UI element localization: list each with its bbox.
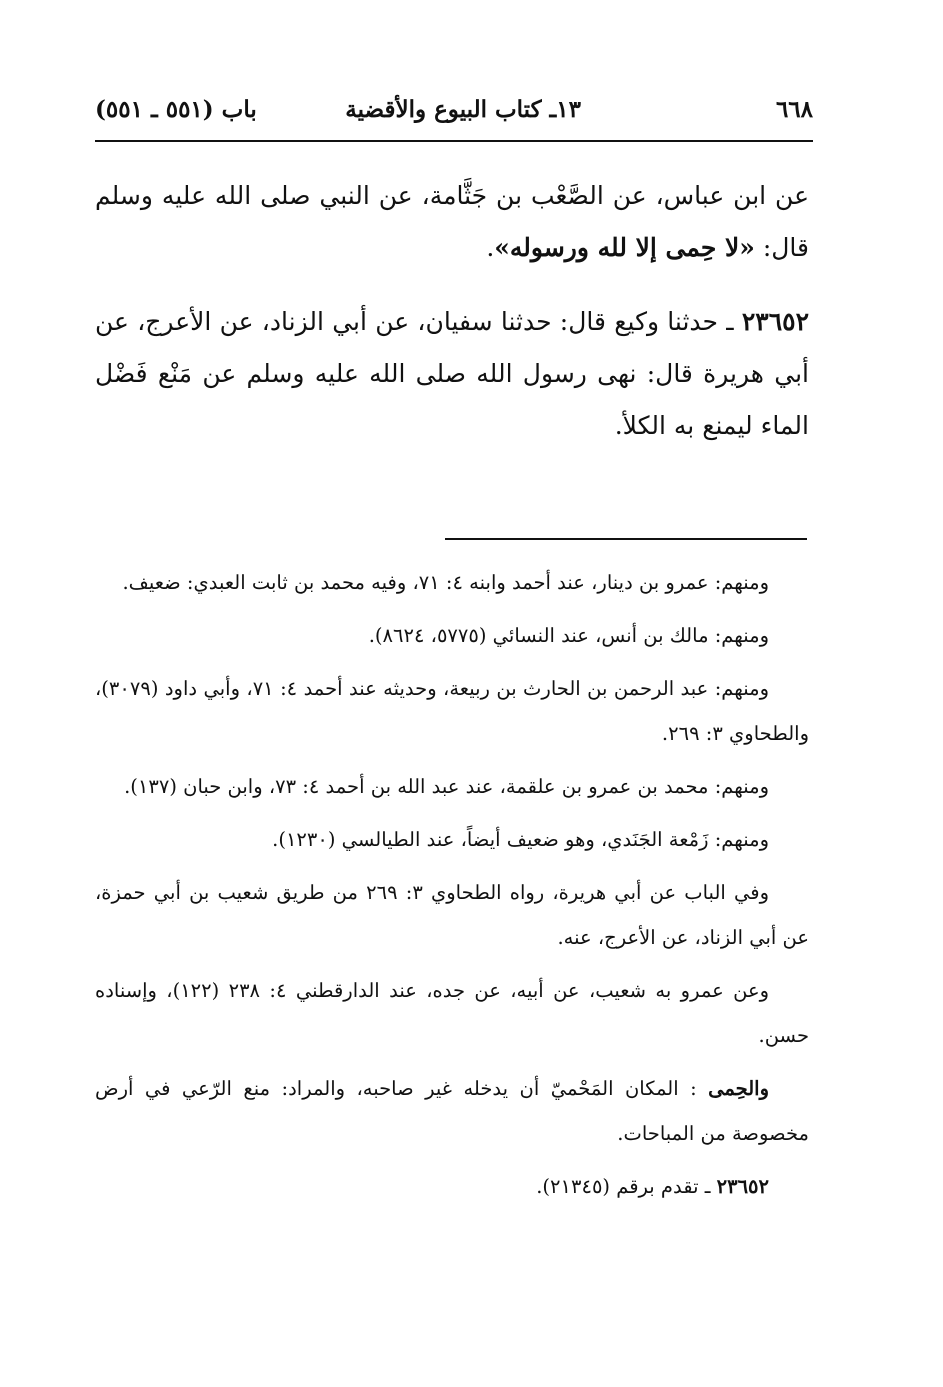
gloss-text: : المكان المَحْميّ أن يدخله غير صاحبه، والمراد: منع الرّعي في أرض مخصوصة من المباحات. xyxy=(95,1077,809,1145)
footnote: ومنهم: عبد الرحمن بن الحارث بن ربيعة، وحديثه عند أحمد ٤: ٧١، وأبي داود (٣٠٧٩)، والطحاوي ٣: ٢٦٩. xyxy=(95,677,809,745)
footnote: ومنهم: زَمْعة الجَنَدي، وهو ضعيف أيضاً، عند الطيالسي (١٢٣٠). xyxy=(272,828,769,851)
hadith-paragraph xyxy=(95,296,809,452)
footnote-separator xyxy=(445,538,807,540)
footnotes xyxy=(95,560,809,1217)
running-header xyxy=(95,96,813,136)
gloss-term: والحِمى xyxy=(708,1077,769,1100)
hadith1-quote: «لا حِمى إلا لله ورسوله» xyxy=(494,233,755,262)
cross-reference-note xyxy=(95,1164,809,1209)
footnote: ومنهم: مالك بن أنس، عند النسائي (٥٧٧٥، ٨٦٢٤). xyxy=(368,624,769,647)
header-rule xyxy=(95,140,813,142)
chapter-reference: باب (٥٥١ ـ ٥٥١) xyxy=(95,96,257,123)
book-title: ١٣ـ كتاب البيوع والأقضية xyxy=(345,96,581,123)
note-text: ـ تقدم برقم (٢١٣٤٥). xyxy=(536,1175,717,1198)
hadith2-text: ـ حدثنا وكيع قال: حدثنا سفيان، عن أبي الزناد، عن الأعرج، عن أبي هريرة قال: نهى رسول الله صلى الله عليه وسلم عن مَنْع فَضْل الماء ليمنع به الكلأ. xyxy=(95,307,809,440)
main-text xyxy=(95,170,809,452)
note-number: ٢٣٦٥٢ xyxy=(716,1175,769,1198)
hadith1-end: . xyxy=(486,233,495,262)
hadith1-text: عن ابن عباس، عن الصَّعْب بن جَثَّامة، عن النبي صلى الله عليه وسلم قال: xyxy=(95,181,809,262)
footnote: وعن عمرو به شعيب، عن أبيه، عن جده، عند الدارقطني ٤: ٢٣٨ (١٢٢)، وإسناده حسن. xyxy=(95,979,809,1047)
footnote: ومنهم: عمرو بن دينار، عند أحمد وابنه ٤: ٧١، وفيه محمد بن ثابت العبدي: ضعيف. xyxy=(122,571,769,594)
footnote: ومنهم: محمد بن عمرو بن علقمة، عند عبد الله بن أحمد ٤: ٧٣، وابن حبان (١٣٧). xyxy=(124,775,769,798)
gloss-note xyxy=(95,1066,809,1156)
page-number: ٦٦٨ xyxy=(775,96,813,123)
hadith-continuation xyxy=(95,170,809,274)
footnote: وفي الباب عن أبي هريرة، رواه الطحاوي ٣: ٢٦٩ من طريق شعيب بن أبي حمزة، عن أبي الزناد، عن الأعرج، عنه. xyxy=(95,881,809,949)
hadith-number: ٢٣٦٥٢ xyxy=(741,307,809,336)
